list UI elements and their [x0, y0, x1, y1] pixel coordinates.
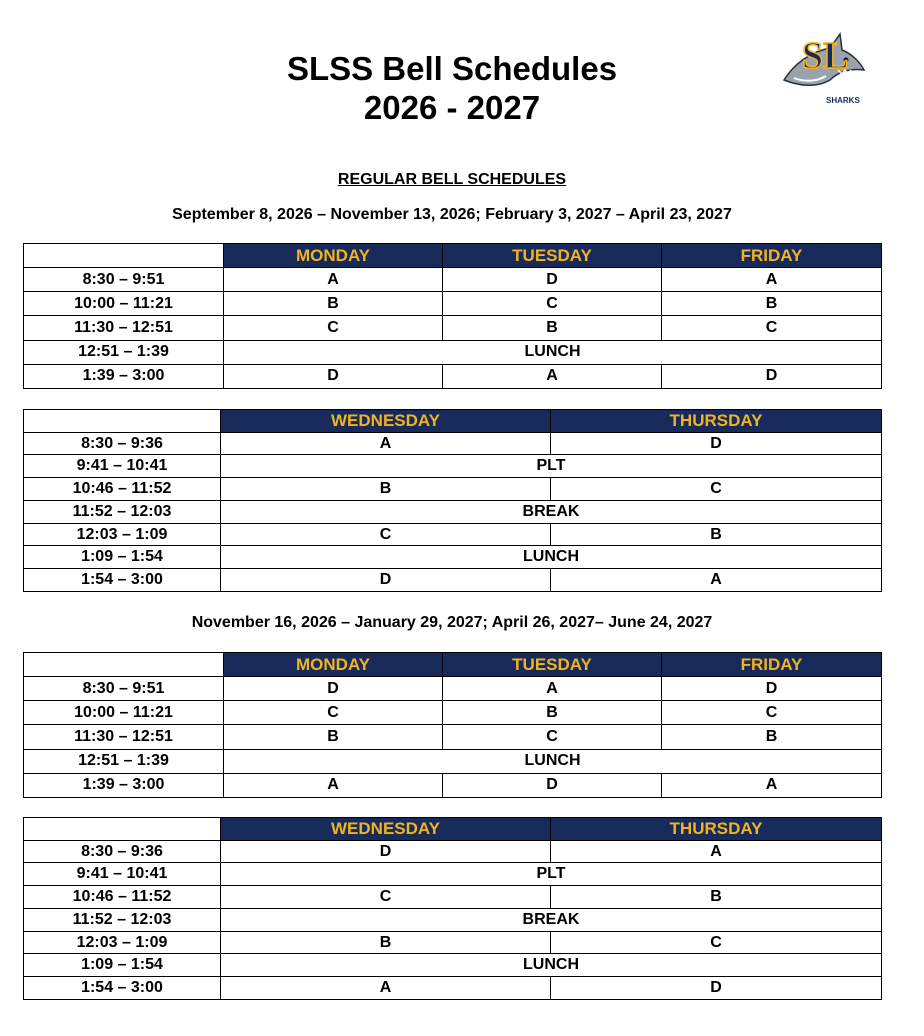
plt-cell: PLT [221, 863, 882, 886]
time-cell: 10:00 – 11:21 [24, 701, 224, 725]
block-cell: D [221, 840, 551, 863]
block-cell: A [221, 977, 551, 1000]
schedule-table-p1-wt [23, 409, 882, 592]
table-row [24, 455, 882, 478]
table-row [24, 268, 882, 292]
time-cell: 11:30 – 12:51 [24, 316, 224, 340]
block-cell: C [221, 886, 551, 909]
block-cell: C [662, 316, 882, 340]
block-cell: C [443, 725, 662, 749]
time-column-header [24, 653, 224, 677]
block-cell: B [443, 316, 662, 340]
block-cell: B [221, 478, 551, 501]
table-row [24, 954, 882, 977]
table-row [24, 677, 882, 701]
block-cell: C [443, 292, 662, 316]
block-cell: A [662, 773, 882, 797]
table-row [24, 340, 882, 364]
svg-text:SHARKS: SHARKS [826, 96, 860, 105]
block-cell: C [224, 701, 443, 725]
block-cell: B [221, 931, 551, 954]
lunch-cell: LUNCH [224, 340, 882, 364]
sharks-logo [780, 20, 866, 106]
time-cell: 9:41 – 10:41 [24, 863, 221, 886]
block-cell: B [224, 725, 443, 749]
time-cell: 12:51 – 1:39 [24, 340, 224, 364]
table-row [24, 478, 882, 501]
block-cell: B [662, 725, 882, 749]
block-cell: D [551, 432, 882, 455]
block-cell: D [224, 677, 443, 701]
time-cell: 12:03 – 1:09 [24, 931, 221, 954]
block-cell: B [443, 701, 662, 725]
table-row [24, 546, 882, 569]
date-range-1: September 8, 2026 – November 13, 2026; February 3, 2027 – April 23, 2027 [172, 206, 732, 223]
svg-text:SL: SL [802, 35, 849, 77]
page-subtitle-year: 2026 - 2027 [363, 89, 541, 126]
break-cell: BREAK [221, 500, 882, 523]
table-row [24, 863, 882, 886]
schedule-table-p2-wt [23, 817, 882, 1000]
time-cell: 10:00 – 11:21 [24, 292, 224, 316]
table-row [24, 725, 882, 749]
block-cell: D [221, 569, 551, 592]
table-row [24, 886, 882, 909]
time-cell: 1:09 – 1:54 [24, 546, 221, 569]
schedule-table-p2-mtf [23, 652, 882, 798]
lunch-cell: LUNCH [221, 954, 882, 977]
time-cell: 10:46 – 11:52 [24, 886, 221, 909]
block-cell: C [662, 701, 882, 725]
table-row [24, 500, 882, 523]
time-cell: 1:39 – 3:00 [24, 364, 224, 388]
table-row [24, 931, 882, 954]
block-cell: A [224, 268, 443, 292]
day-header: MONDAY [224, 653, 443, 677]
table-row [24, 364, 882, 388]
time-cell: 8:30 – 9:51 [24, 677, 224, 701]
lunch-cell: LUNCH [224, 749, 882, 773]
table-row [24, 977, 882, 1000]
time-column-header [24, 244, 224, 268]
block-cell: C [221, 523, 551, 546]
block-cell: D [662, 364, 882, 388]
block-cell: A [551, 840, 882, 863]
time-cell: 12:03 – 1:09 [24, 523, 221, 546]
table-row [24, 316, 882, 340]
time-cell: 8:30 – 9:51 [24, 268, 224, 292]
block-cell: A [551, 569, 882, 592]
plt-cell: PLT [221, 455, 882, 478]
block-cell: A [221, 432, 551, 455]
block-cell: C [551, 478, 882, 501]
block-cell: C [224, 316, 443, 340]
time-cell: 8:30 – 9:36 [24, 432, 221, 455]
day-header: TUESDAY [443, 653, 662, 677]
block-cell: A [443, 364, 662, 388]
time-cell: 11:52 – 12:03 [24, 908, 221, 931]
table-row [24, 908, 882, 931]
day-header: WEDNESDAY [221, 818, 551, 841]
day-header: FRIDAY [662, 244, 882, 268]
time-column-header [24, 818, 221, 841]
time-cell: 1:39 – 3:00 [24, 773, 224, 797]
table-row [24, 773, 882, 797]
time-cell: 10:46 – 11:52 [24, 478, 221, 501]
day-header: THURSDAY [551, 410, 882, 433]
block-cell: D [662, 677, 882, 701]
block-cell: A [224, 773, 443, 797]
time-cell: 1:54 – 3:00 [24, 569, 221, 592]
block-cell: B [224, 292, 443, 316]
block-cell: B [551, 523, 882, 546]
day-header: MONDAY [224, 244, 443, 268]
block-cell: D [443, 268, 662, 292]
table-row [24, 523, 882, 546]
table-row [24, 840, 882, 863]
table-row [24, 292, 882, 316]
time-cell: 12:51 – 1:39 [24, 749, 224, 773]
schedule-table-p1-mtf [23, 243, 882, 389]
break-cell: BREAK [221, 908, 882, 931]
block-cell: C [551, 931, 882, 954]
table-row [24, 569, 882, 592]
day-header: WEDNESDAY [221, 410, 551, 433]
time-cell: 11:30 – 12:51 [24, 725, 224, 749]
time-cell: 9:41 – 10:41 [24, 455, 221, 478]
time-cell: 1:09 – 1:54 [24, 954, 221, 977]
block-cell: B [662, 292, 882, 316]
day-header: TUESDAY [443, 244, 662, 268]
table-row [24, 749, 882, 773]
page-title: SLSS Bell Schedules [286, 50, 618, 87]
block-cell: A [662, 268, 882, 292]
lunch-cell: LUNCH [221, 546, 882, 569]
table-row [24, 701, 882, 725]
block-cell: D [443, 773, 662, 797]
section-title: REGULAR BELL SCHEDULES [337, 171, 567, 188]
table-row [24, 432, 882, 455]
block-cell: B [551, 886, 882, 909]
time-cell: 1:54 – 3:00 [24, 977, 221, 1000]
block-cell: A [443, 677, 662, 701]
day-header: THURSDAY [551, 818, 882, 841]
time-cell: 8:30 – 9:36 [24, 840, 221, 863]
block-cell: D [551, 977, 882, 1000]
time-cell: 11:52 – 12:03 [24, 500, 221, 523]
time-column-header [24, 410, 221, 433]
day-header: FRIDAY [662, 653, 882, 677]
date-range-2: November 16, 2026 – January 29, 2027; April 26, 2027– June 24, 2027 [191, 614, 713, 631]
block-cell: D [224, 364, 443, 388]
